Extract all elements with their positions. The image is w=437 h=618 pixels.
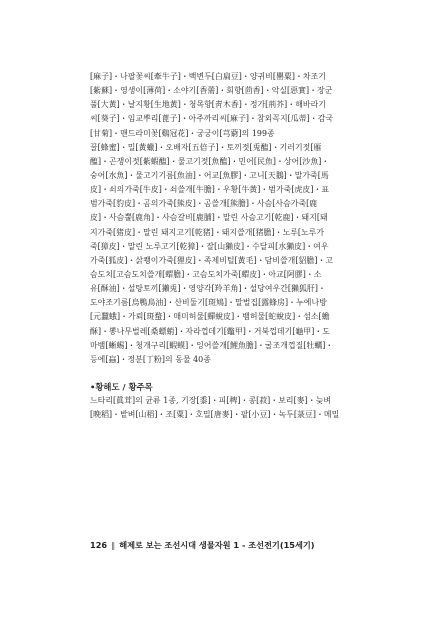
footer-separator: ‖ xyxy=(111,540,116,550)
text-line: 씨[葵子]・임교뿌리[蓖子]・아주까리씨[麻子]・참외꼭지[瓜蒂]・감국 xyxy=(90,114,334,124)
page-footer xyxy=(90,540,360,551)
text-line: [晩稻]・밭벼[山稻]・조[粟]・호밀[唐麥]・팥[小豆]・녹두[菉豆]・메밀 xyxy=(90,410,340,420)
text-line: 醢]・곤쟁이젓[紫蝦醢]・물고기젓[魚醢]・민어[民魚]・상어[沙魚]・ xyxy=(90,156,330,166)
section-2 xyxy=(90,380,352,422)
section-gap xyxy=(90,367,352,380)
section-heading: •황해도 / 황주목 xyxy=(90,381,153,392)
section-1 xyxy=(90,70,352,367)
text-line: 느타리[眞茸]의 균류 1종, 기장[黍]・피[稗]・콩[菽]・보리[麥]・늦벼 xyxy=(90,396,332,406)
text-line: 酥]・뽕나무벌레[桑螵蛸]・자라껍데기[鼈甲]・거북껍데기[龜甲]・도 xyxy=(90,326,330,336)
text-line: 죽[獐皮]・말린 노루고기[乾獐]・잘[山獺皮]・수달피[水獺皮]・여우 xyxy=(90,241,329,251)
text-line: [紫蘇]・영생이[薄荷]・소야기[香薷]・회향[茴香]・악실[惡實]・장군 xyxy=(90,86,333,96)
text-line: 가죽[狐皮]・삵쾡이가죽[狸皮]・족제비털[黃毛]・담비쓸개[貂膽]・고 xyxy=(90,255,334,265)
text-line: 등에[蝱]・정분[丁粉]의 동물 40종 xyxy=(90,354,211,364)
page-number: 126 xyxy=(90,540,108,550)
book-title: 해제로 보는 조선시대 생물자원 1 - 조선전기(15세기) xyxy=(119,540,315,550)
text-line: 숭어[水魚]・물고기기름[魚油]・어교[魚膠]・고니[天鵝]・말가죽[馬 xyxy=(90,170,329,180)
text-line: 범가죽[豹皮]・곰의가죽[熊皮]・곰쓸개[熊膽]・사슴[사슴가죽[鹿 xyxy=(90,199,318,209)
text-line: 슴도치[고슴도치쓸개[蝟膽]・고슴도치가죽[蝟皮]・아교[阿膠]・소 xyxy=(90,269,322,279)
text-line: [元蠶蛾]・가뢰[斑蝥]・매미허물[蟬蛻皮]・뱀허물[蛇蛻皮]・섬소[蟾 xyxy=(90,312,330,322)
text-line: 꿀[蜂蜜]・밀[黃蠟]・오배자[五倍子]・토끼젓[兎醢]・기러기젓[雁 xyxy=(90,142,322,152)
text-line: 지가죽[猪皮]・말린 돼지고기[乾猪]・돼지쓸개[猪膽]・노루[노루가 xyxy=(90,227,325,237)
text-line: 유[酥油]・설탕토끼[獺兎]・영양각[羚羊角]・설당여우간[獺狐肝]・ xyxy=(90,284,326,294)
text-line: [甘菊]・맨드라미꽃[鷄冠花]・궁궁이[芎藭]의 199종 xyxy=(90,128,275,138)
document-body xyxy=(90,70,352,422)
text-line: [麻子]・나팔꽃씨[牽牛子]・백변두[白扁豆]・양귀비[罌粟]・차조기 xyxy=(90,72,326,81)
text-line: 皮]・쇠의가죽[牛皮]・쇠쓸개[牛膽]・우황[牛黃]・범가죽[虎皮]・표 xyxy=(90,185,330,195)
text-line: 풀[大黃]・날지황[生地黃]・청목향[靑木香]・정가[荊芥]・해바라기 xyxy=(90,100,326,110)
text-line: 마뱀[蜥蜴]・청개구리[蝦蟆]・잉어쓸개[鯉魚膽]・굴조개껍질[牡蠣]・ xyxy=(90,340,334,350)
text-line: 皮]・사슴뿔[鹿角]・사슴갈비[鹿脯]・말린 사슴고기[乾鹿]・돼지[돼 xyxy=(90,213,328,223)
text-line: 도야조기름[烏鴨鳥油]・산비둘기[斑鳩]・말벌집[露蜂房]・누에나방 xyxy=(90,298,327,308)
